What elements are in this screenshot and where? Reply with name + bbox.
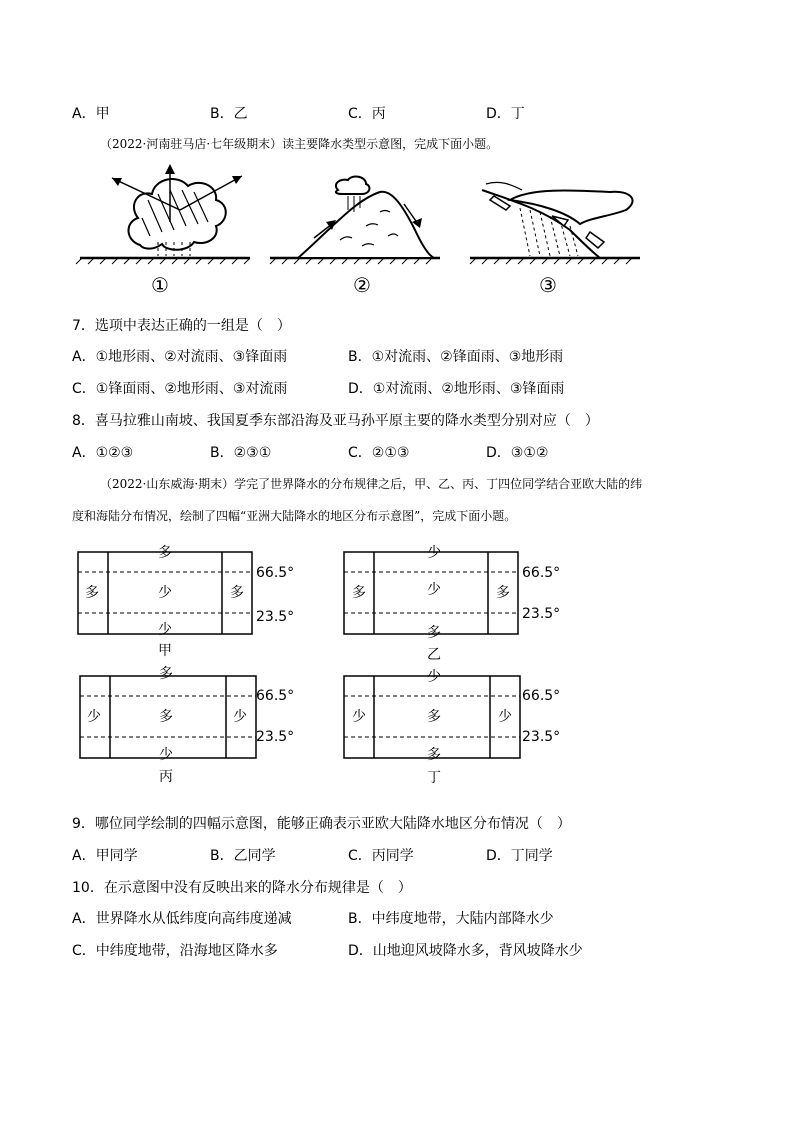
precip-diagrams [0, 540, 794, 790]
q7-stem: 7．选项中表达正确的一组是（ ） [72, 318, 291, 334]
q6-option-b: B．乙 [210, 106, 248, 122]
ding-left: 少 [352, 709, 366, 725]
q7-option-d: D．①对流雨、②地形雨、③锋面雨 [348, 381, 565, 397]
intro-precip-line2: 度和海陆分布情况，绘制了四幅“亚洲大陆降水的地区分布示意图”，完成下面小题。 [72, 509, 517, 523]
bing-name: 丙 [159, 769, 173, 785]
q8-option-a: A．①②③ [72, 445, 134, 461]
yi-lat-low: 23.5° [522, 606, 561, 622]
q10-stem: 10．在示意图中没有反映出来的降水分布规律是（ ） [72, 880, 412, 896]
bing-center: 多 [159, 709, 173, 725]
yi-right: 多 [496, 585, 510, 601]
jia-lat-low: 23.5° [256, 609, 295, 625]
jia-right: 多 [230, 585, 244, 601]
q10-option-b: B．中纬度地带，大陆内部降水少 [348, 911, 554, 927]
q8-option-c: C．②①③ [348, 445, 410, 461]
q8-option-d: D．③①② [486, 445, 549, 461]
rain-label-3: ③ [539, 273, 557, 297]
q6-option-d: D．丁 [486, 106, 525, 122]
diagram-jia [78, 545, 294, 659]
yi-name: 乙 [427, 647, 441, 663]
rain-label-1: ① [151, 273, 169, 297]
q9-option-b: B．乙同学 [210, 848, 276, 864]
ding-right: 少 [498, 709, 512, 725]
jia-bottom: 少 [158, 622, 172, 638]
bing-lat-high: 66.5° [256, 688, 295, 704]
bing-lat-low: 23.5° [256, 729, 295, 745]
bing-top: 多 [159, 666, 173, 682]
jia-top: 多 [158, 545, 172, 561]
q7-option-c: C．①锋面雨、②地形雨、③对流雨 [72, 381, 288, 397]
q9-stem: 9．哪位同学绘制的四幅示意图，能够正确表示亚欧大陆降水地区分布情况（ ） [72, 816, 571, 832]
yi-bottom: 多 [427, 625, 441, 641]
intro-rain-types: （2022·河南驻马店·七年级期末）读主要降水类型示意图，完成下面小题。 [100, 137, 499, 151]
q7-option-a: A．①地形雨、②对流雨、③锋面雨 [72, 349, 288, 365]
yi-center: 少 [427, 582, 441, 598]
diagram-bing [80, 666, 294, 785]
yi-top: 少 [427, 545, 441, 561]
q10-option-d: D．山地迎风坡降水多，背风坡降水少 [348, 943, 583, 959]
ding-lat-low: 23.5° [522, 729, 561, 745]
q9-option-a: A．甲同学 [72, 848, 138, 864]
frontal-rain-diagram [470, 182, 640, 264]
yi-lat-high: 66.5° [522, 565, 561, 581]
jia-left: 多 [85, 585, 99, 601]
q9-option-c: C．丙同学 [348, 848, 414, 864]
q8-stem: 8．喜马拉雅山南坡、我国夏季东部沿海及亚马孙平原主要的降水类型分别对应（ ） [72, 413, 599, 429]
ding-center: 多 [427, 709, 441, 725]
ding-lat-high: 66.5° [522, 688, 561, 704]
rain-types-figure [70, 160, 660, 300]
convection-rain-diagram [76, 164, 250, 264]
bing-right: 少 [233, 709, 247, 725]
bing-left: 少 [87, 709, 101, 725]
q10-option-c: C．中纬度地带，沿海地区降水多 [72, 943, 278, 959]
intro-precip-line1: （2022·山东威海·期末）学完了世界降水的分布规律之后，甲、乙、丙、丁四位同学结合亚欧大陆的纬 [100, 477, 643, 491]
yi-left: 多 [352, 585, 366, 601]
ding-top: 少 [427, 669, 441, 685]
jia-name: 甲 [158, 643, 172, 659]
q6-option-a: A．甲 [72, 106, 110, 122]
q6-option-c: C．丙 [348, 106, 386, 122]
q8-option-b: B．②③① [210, 445, 272, 461]
jia-lat-high: 66.5° [256, 565, 295, 581]
q7-option-b: B．①对流雨、②锋面雨、③地形雨 [348, 349, 564, 365]
ding-name: 丁 [427, 770, 441, 786]
q10-option-a: A．世界降水从低纬度向高纬度递减 [72, 911, 292, 927]
orographic-rain-diagram [270, 177, 440, 264]
q9-option-d: D．丁同学 [486, 848, 553, 864]
rain-label-2: ② [353, 273, 371, 297]
jia-center: 少 [158, 585, 172, 601]
diagram-yi [344, 545, 560, 663]
ding-bottom: 多 [427, 747, 441, 763]
bing-bottom: 少 [159, 747, 173, 763]
diagram-ding [344, 669, 560, 786]
